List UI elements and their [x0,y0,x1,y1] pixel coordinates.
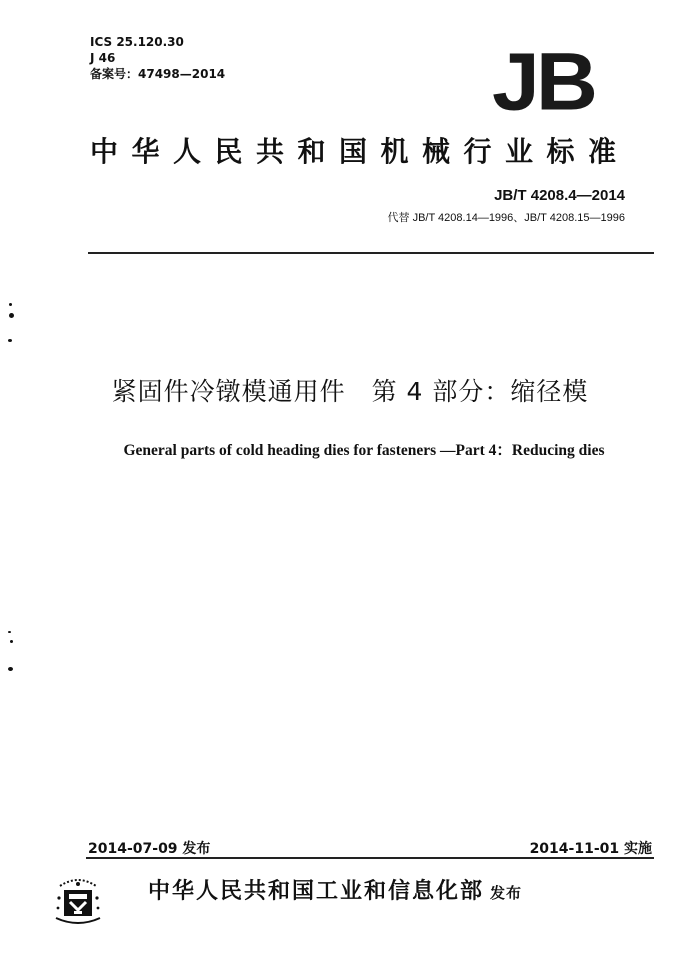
replaces-note: 代替 JB/T 4208.14—1996、JB/T 4208.15—1996 [387,212,625,224]
scan-speck [8,631,11,633]
issuer-suffix: 发布 [490,884,523,902]
standard-category-title: 中华人民共和国机械行业标准 [90,135,630,168]
ics-code: ICS 25.120.30 [90,35,184,49]
header-meta [90,34,225,82]
scan-speck [9,303,12,306]
document-title-cn: 紧固件冷镦模通用件 第 4 部分：缩径模 [111,377,589,406]
standard-code: JB/T 4208.4—2014 [494,187,625,204]
scan-speck [9,313,14,318]
record-number: 备案号：47498—2014 [90,67,226,81]
scan-speck [10,640,13,643]
jb-logo: JB [492,36,594,128]
j-classification: J 46 [90,51,116,65]
scan-speck [8,667,13,671]
bottom-divider [86,857,654,859]
issue-date: 2014-07-09 发布 [88,841,211,857]
ministry-emblem-icon [50,872,106,928]
implementation-date: 2014-11-01 实施 [529,841,652,857]
issuer-line [148,874,522,905]
scan-speck [8,339,12,342]
top-divider [88,252,654,254]
document-title-en: General parts of cold heading dies for fasteners —Part 4：Reducing dies [123,442,605,459]
issuer-name: 中华人民共和国工业和信息化部 [148,879,485,904]
